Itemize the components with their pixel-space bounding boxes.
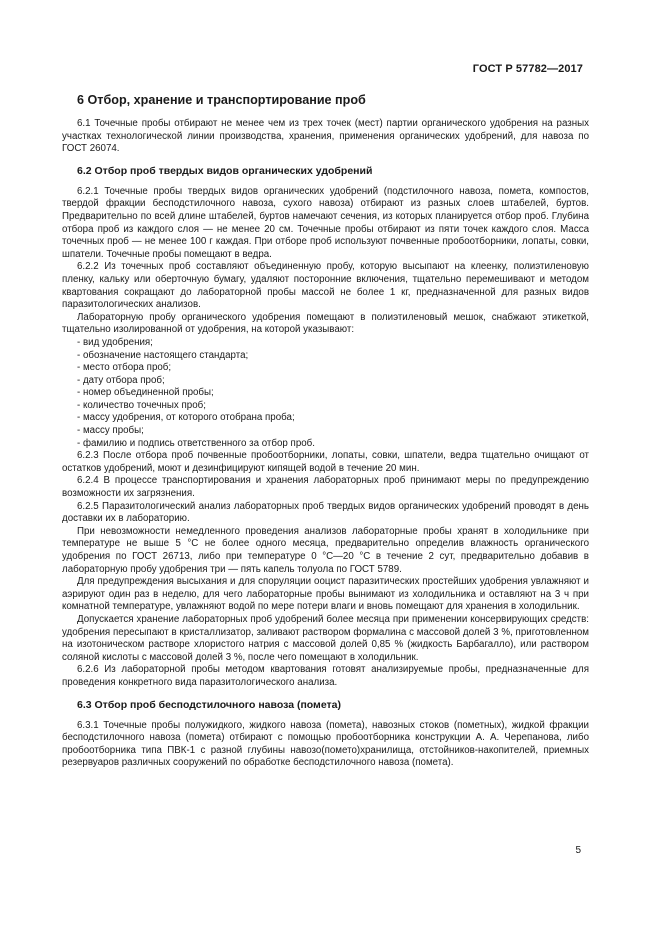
list-item: - массу пробы; (77, 425, 144, 437)
paragraph-6-1: 6.1 Точечные пробы отбирают не менее чем из трех точек (мест) партии органического удобрения на разных участках технологической линии производства, хранения, применения органических удобрений, для навоза по ГОСТ 26074. (62, 118, 589, 155)
list-item: - фамилию и подпись ответственного за отбор проб. (77, 437, 315, 449)
page-number: 5 (575, 845, 581, 856)
paragraph-6-2-5: 6.2.5 Паразитологический анализ лабораторных проб твердых видов органических удобрений проводят в день доставки их в лабораторию. (62, 500, 589, 525)
document-body (62, 92, 589, 770)
paragraph-lab-sample: Лабораторную пробу органического удобрения помещают в полиэтиленовый мешок, снабжают этикеткой, тщательно изолированной от удобрения, на которой указывают: (62, 311, 589, 336)
list-item: - вид удобрения; (77, 336, 153, 348)
section-6-title: 6 Отбор, хранение и транспортирование проб (77, 93, 366, 107)
list-item: - количество точечных проб; (77, 399, 206, 411)
paragraph-6-2-2: 6.2.2 Из точечных проб составляют объединенную пробу, которую высыпают на клеенку, полиэтиленовую пленку, кальку или оберточную бумагу, удаляют посторонние включения, тщательно перемешивают и методом квартования сокращают до лабораторной пробы массой не более 1 кг, предназначенной для разных видов паразитологических анализов. (62, 261, 589, 311)
list-item: - массу удобрения, от которого отобрана проба; (77, 412, 295, 424)
paragraph-preserving: Допускается хранение лабораторных проб удобрений более месяца при применении консервирующих средств: удобрения пересыпают в кристаллизатор, заливают раствором формалина с массовой долей 3 %, приготовленном на изотоническом растворе хлористого натрия с массовой долей 0,85 % (жидкость Барбагалло), или раствором соляной кислоты с массовой долей 3 %, после чего помещают в холодильник. (62, 613, 589, 663)
paragraph-storage: При невозможности немедленного проведения анализов лабораторные пробы хранят в холодильнике при температуре не выше 5 °С не более одного месяца, предварительно определив влажность органического удобрения по ГОСТ 26713, либо при температуре 0 °С—20 °С в течение 2 сут, предварительно добавив в лабораторную пробу удобрения три — пять капель толуола по ГОСТ 5789. (62, 525, 589, 575)
paragraph-drying: Для предупреждения высыхания и для споруляции ооцист паразитических простейших удобрения увлажняют и аэрируют один раз в неделю, для чего лабораторные пробы вынимают из холодильника и оставляют на 3 ч при комнатной температуре, увлажняют водой по мере потери влаги и вновь помещают для хранения в холодильник. (62, 576, 589, 613)
paragraph-6-2-6: 6.2.6 Из лабораторной пробы методом квартования готовят анализируемые пробы, предназначенные для проведения конкретного вида паразитологического анализа. (62, 664, 589, 688)
list-item: - место отбора проб; (77, 362, 172, 374)
section-6-3-title: 6.3 Отбор проб бесподстилочного навоза (помета) (77, 698, 342, 711)
section-6-2-title: 6.2 Отбор проб твердых видов органических удобрений (77, 164, 373, 177)
paragraph-6-2-4: 6.2.4 В процессе транспортирования и хранения лабораторных проб принимают меры по предупреждению возможности их загрязнения. (62, 475, 589, 500)
standard-code: ГОСТ Р 57782—2017 (472, 63, 583, 75)
list-item: - обозначение настоящего стандарта; (77, 349, 249, 361)
paragraph-6-3-1: 6.3.1 Точечные пробы полужидкого, жидкого навоза (помета), навозных стоков (пометных), жидкой фракции бесподстилочного навоза (помета) отбирают с помощью пробоотборника конструкции А. А. Черепанова, либо пробоотборника типа ПВК-1 с разной глубины навозо(помето)хранилища, отстойников-накопителей, приемных резервуаров различных сооружений по обработке бесподстилочного навоза (помета). (62, 719, 589, 769)
list-item: - номер объединенной пробы; (77, 387, 214, 399)
list-item: - дату отбора проб; (77, 374, 165, 386)
paragraph-6-2-1: 6.2.1 Точечные пробы твердых видов органических удобрений (подстилочного навоза, помета, компостов, твердой фракции бесподстилочного навоза, сухого навоза) отбирают из разных слоев штабелей, буртов. Предварительно по всей длине штабелей, буртов намечают сечения, из которых планируется отбор проб. Глубина отбора проб из каждого слоя — не менее 20 см. Точечные пробы отбирают из пяти точек каждого слоя. Масса точечных проб — не менее 100 г каждая. При отборе проб используют почвенные пробоотборники, лопаты, совки, шпатели. Точечные пробы помещают в ведра. (62, 185, 589, 260)
label-items-list (62, 337, 589, 450)
paragraph-6-2-3: 6.2.3 После отбора проб почвенные пробоотборники, лопаты, совки, шпатели, ведра тщательно очищают от остатков удобрений, моют и дезинфицируют кипящей водой в течение 20 мин. (62, 450, 589, 474)
